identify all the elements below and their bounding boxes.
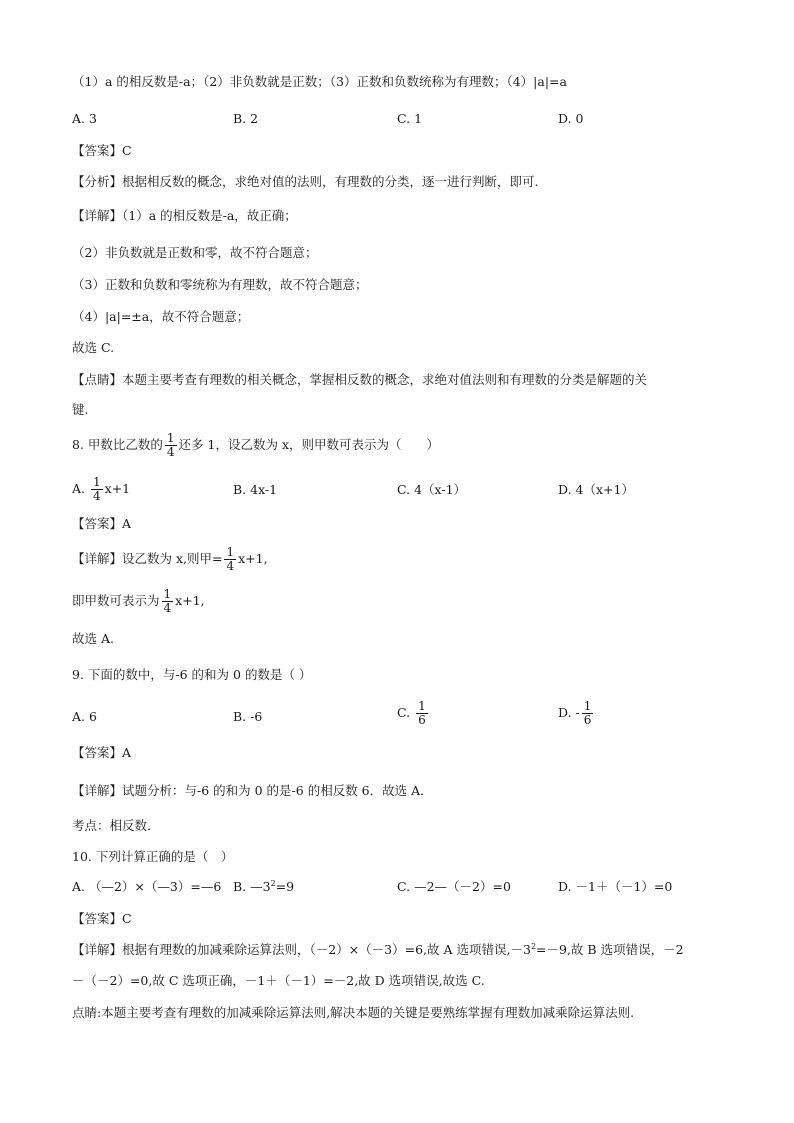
q8-conclusion: 故选 A. bbox=[72, 631, 114, 646]
q7-detail-4: （4）|a|=±a，故不符合题意； bbox=[72, 309, 250, 324]
q7-option-a: A. 3 bbox=[72, 111, 97, 126]
q8-option-c: C. 4（x-1） bbox=[397, 482, 467, 497]
q10-detail-line-2: －（－2）=0,故 C 选项正确，－1＋（－1）=－2,故 D 选项错误,故选 C. bbox=[72, 973, 485, 988]
q8-representation-fraction bbox=[162, 588, 174, 615]
q9-option-c-fraction bbox=[416, 700, 428, 727]
fraction-denominator: 4 bbox=[93, 489, 101, 503]
q9-stem: 9. 下面的数中，与-6 的和为 0 的数是（ ） bbox=[72, 667, 312, 682]
q8-option-a-expr: x+1 bbox=[104, 481, 131, 496]
q10-stem: 10. 下列计算正确的是（ ） bbox=[72, 849, 234, 864]
q10-option-c: C. —2—（－2）=0 bbox=[397, 879, 511, 894]
q8-option-a-fraction bbox=[91, 476, 103, 503]
q7-option-d: D. 0 bbox=[558, 111, 584, 126]
q10-option-b-result: =9 bbox=[275, 879, 295, 894]
fraction-numerator: 1 bbox=[418, 699, 426, 713]
q9-option-d bbox=[558, 700, 595, 727]
q10-option-b-base: B. —3 bbox=[233, 879, 271, 894]
q10-option-a: A. （—2）×（—3）=—6 bbox=[72, 879, 222, 894]
fraction-denominator: 6 bbox=[583, 713, 592, 727]
q9-option-a: A. 6 bbox=[72, 709, 97, 724]
q8-option-a-label: A. bbox=[72, 481, 86, 496]
q8-detail-pre: 【详解】设乙数为 x,则甲= bbox=[72, 551, 223, 566]
q7-stem: （1）a 的相反数是-a；（2）非负数就是正数；（3）正数和负数统称为有理数；（4）|a|=a bbox=[72, 74, 567, 89]
q9-option-c-label: C. bbox=[397, 705, 411, 720]
q8-option-a bbox=[72, 476, 130, 503]
fraction-numerator: 1 bbox=[166, 431, 175, 445]
q9-answer: 【答案】A bbox=[72, 745, 132, 760]
fraction-denominator: 4 bbox=[163, 601, 172, 615]
q8-detail-fraction bbox=[224, 546, 236, 573]
q10-comment: 点睛:本题主要考查有理数的加减乘除运算法则,解决本题的关键是要熟练掌握有理数加减乘除运算法则. bbox=[72, 1005, 635, 1020]
q7-option-c: C. 1 bbox=[397, 111, 423, 126]
q8-representation-pre: 即甲数可表示为 bbox=[72, 593, 160, 608]
q8-representation bbox=[72, 588, 205, 615]
fraction-numerator: 1 bbox=[583, 699, 592, 713]
fraction-numerator: 1 bbox=[163, 587, 172, 601]
q9-detail: 【详解】试题分析：与-6 的和为 0 的是-6 的相反数 6．故选 A． bbox=[72, 783, 433, 798]
q8-detail bbox=[72, 546, 268, 573]
q7-analysis: 【分析】根据相反数的概念，求绝对值的法则，有理数的分类，逐一进行判断，即可. bbox=[72, 174, 539, 189]
q8-detail-post: x+1, bbox=[238, 551, 268, 566]
q8-answer: 【答案】A bbox=[72, 516, 132, 531]
fraction-denominator: 6 bbox=[418, 713, 426, 727]
fraction-denominator: 4 bbox=[166, 445, 175, 459]
q7-answer: 【答案】C bbox=[72, 143, 132, 158]
q8-stem bbox=[72, 432, 439, 459]
q7-detail-3: （3）正数和负数和零统称为有理数，故不符合题意； bbox=[72, 277, 368, 292]
q8-representation-post: x+1, bbox=[175, 593, 205, 608]
q10-detail-1-post: =－9,故 B 选项错误，－2 bbox=[536, 942, 684, 957]
q7-comment-line-1: 【点睛】本题主要考查有理数的相关概念，掌握相反数的概念，求绝对值法则和有理数的分类是解题的关 bbox=[72, 372, 648, 387]
q10-option-b bbox=[233, 878, 294, 896]
q9-knowledge-point: 考点：相反数． bbox=[72, 818, 160, 833]
q7-detail-1: 【详解】（1）a 的相反数是-a，故正确； bbox=[72, 208, 297, 223]
q9-option-c bbox=[397, 700, 430, 727]
q8-stem-pre: 8. 甲数比乙数的 bbox=[72, 437, 163, 452]
q10-detail-1-exponent: 2 bbox=[530, 941, 537, 951]
q10-option-b-exponent: 2 bbox=[270, 878, 276, 888]
q10-detail-line-1 bbox=[72, 941, 684, 959]
fraction-numerator: 1 bbox=[93, 475, 101, 489]
q8-option-b: B. 4x-1 bbox=[233, 482, 278, 497]
q8-stem-post: 还多 1，设乙数为 x，则甲数可表示为（ ） bbox=[178, 437, 439, 452]
q8-stem-fraction bbox=[165, 432, 177, 459]
q7-comment-line-2: 键. bbox=[72, 402, 89, 417]
q10-option-d: D. －1＋（－1）=0 bbox=[558, 879, 673, 894]
fraction-denominator: 4 bbox=[226, 559, 235, 573]
q9-option-d-fraction bbox=[582, 700, 594, 727]
q9-option-d-label: D. - bbox=[558, 705, 580, 720]
q10-detail-1-pre: 【详解】根据有理数的加减乘除运算法则，（－2）×（－3）=6,故 A 选项错误,－3 bbox=[72, 942, 531, 957]
q8-option-d: D. 4（x+1） bbox=[558, 482, 634, 497]
q7-detail-2: （2）非负数就是正数和零，故不符合题意； bbox=[72, 245, 318, 260]
q7-conclusion: 故选 C. bbox=[72, 340, 115, 355]
q9-option-b: B. -6 bbox=[233, 709, 263, 724]
q7-option-b: B. 2 bbox=[233, 111, 259, 126]
q10-answer: 【答案】C bbox=[72, 911, 132, 926]
fraction-numerator: 1 bbox=[226, 545, 235, 559]
